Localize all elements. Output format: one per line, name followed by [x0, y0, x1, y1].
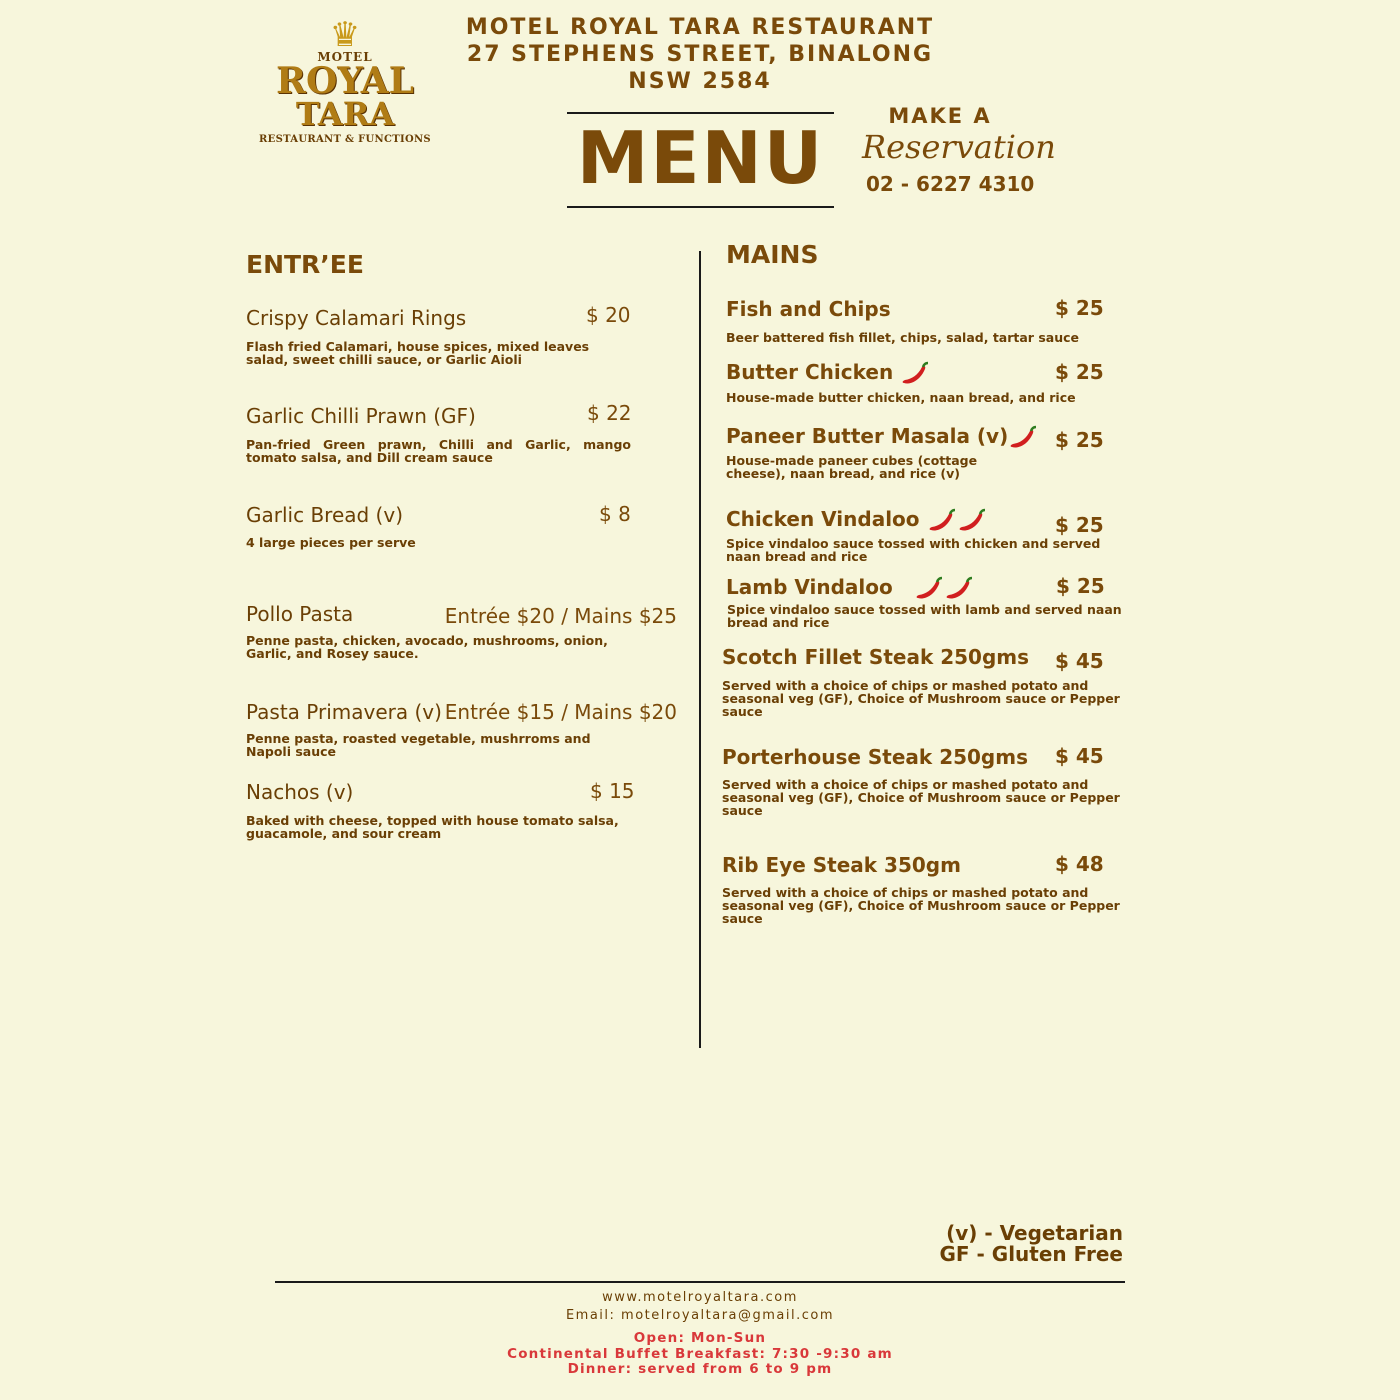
entree-item-desc: Baked with cheese, topped with house tomato salsa, guacamole, and sour cream [246, 813, 619, 841]
mains-item-name: Porterhouse Steak 250gms [722, 745, 1028, 769]
address-street: 27 STEPHENS STREET, BINALONG [466, 42, 934, 67]
mains-item-price: $ 25 [1055, 296, 1104, 320]
legend-vegetarian: (v) - Vegetarian [946, 1221, 1123, 1245]
mains-item-price: $ 25 [1055, 360, 1104, 384]
entree-item-name: Garlic Bread (v) [246, 503, 404, 527]
mains-item-desc: Beer battered fish fillet, chips, salad, tartar sauce [726, 330, 1079, 345]
mains-item-desc: Served with a choice of chips or mashed potato and seasonal veg (GF), Choice of Mushroom sauce or Pepper sauce [722, 678, 1120, 719]
entree-item-desc: 4 large pieces per serve [246, 535, 416, 550]
footer-dinner-hours: Dinner: served from 6 to 9 pm [567, 1361, 833, 1377]
entree-item-name: Garlic Chilli Prawn (GF) [246, 404, 476, 428]
mains-item-name: Rib Eye Steak 350gm [722, 853, 961, 877]
entree-item-name: Pasta Primavera (v) [246, 700, 442, 724]
entree-item-price: $ 20 [586, 303, 631, 327]
mains-item-name: Fish and Chips [726, 297, 891, 321]
mains-item-desc: Served with a choice of chips or mashed potato and seasonal veg (GF), Choice of Mushroom sauce or Pepper sauce [722, 885, 1120, 926]
column-divider [699, 251, 701, 1048]
mains-item-price: $ 25 [1056, 574, 1105, 598]
mains-section-title: MAINS [726, 240, 819, 269]
restaurant-name: MOTEL ROYAL TARA RESTAURANT [465, 15, 935, 40]
entree-item-name: Pollo Pasta [246, 602, 354, 626]
mains-item-name [726, 360, 930, 387]
mains-item-desc: House-made paneer cubes (cottage cheese), naan bread, and rice (v) [726, 453, 978, 481]
footer-email[interactable]: Email: motelroyaltara@gmail.com [565, 1308, 835, 1323]
logo-tara-text: TARA [295, 95, 395, 133]
entree-item-desc: Flash fried Calamari, house spices, mixed leaves salad, sweet chilli sauce, or Garlic Aioli [246, 339, 590, 367]
entree-item-name: Crispy Calamari Rings [246, 306, 467, 330]
menu-title-bottom-rule [567, 206, 834, 208]
entree-item-desc: Penne pasta, chicken, avocado, mushrooms, onion, Garlic, and Rosey sauce. [246, 633, 608, 661]
make-a-label: MAKE A [888, 104, 992, 128]
restaurant-logo [255, 15, 435, 163]
mains-item-price: $ 48 [1055, 852, 1104, 876]
mains-item-price: $ 25 [1055, 513, 1104, 537]
footer-website[interactable]: www.motelroyaltara.com [602, 1290, 798, 1305]
chilli-icon [927, 508, 957, 534]
mains-item-desc: Spice vindaloo sauce tossed with chicken and served naan bread and rice [726, 536, 1101, 564]
mains-item-price: $ 45 [1055, 744, 1104, 768]
reservation-phone[interactable]: 02 - 6227 4310 [866, 172, 1035, 196]
mains-item-name [726, 575, 974, 602]
address-postcode: NSW 2584 [628, 69, 772, 94]
reservation-label: Reservation [862, 128, 1056, 166]
entree-item-price: Entrée $15 / Mains $20 [444, 700, 677, 724]
menu-title: MENU [576, 116, 825, 200]
entree-item-desc: Penne pasta, roasted vegetable, mushrroms and Napoli sauce [246, 731, 591, 759]
mains-item-price: $ 45 [1055, 649, 1104, 673]
logo-royal-text: ROYAL [276, 60, 414, 102]
mains-item-desc: House-made butter chicken, naan bread, and rice [726, 390, 1076, 405]
logo-motel-text: MOTEL [317, 50, 373, 64]
entree-item-price: $ 22 [587, 401, 632, 425]
footer-open-days: Open: Mon-Sun [633, 1330, 767, 1346]
mains-item-name-text: Butter Chicken [726, 360, 894, 384]
mains-item-name-text: Chicken Vindaloo [726, 507, 920, 531]
entree-section-title: ENTR’EE [246, 250, 364, 279]
crown-icon: ♛ [329, 15, 361, 55]
mains-item-name: Scotch Fillet Steak 250gms [722, 645, 1030, 669]
mains-item-name [726, 507, 987, 534]
footer-breakfast-hours: Continental Buffet Breakfast: 7:30 -9:30 am [507, 1346, 893, 1362]
menu-title-top-rule [567, 112, 834, 114]
mains-item-name-text: Lamb Vindaloo [726, 575, 893, 599]
entree-item-price: Entrée $20 / Mains $25 [444, 604, 677, 628]
legend-gluten-free: GF - Gluten Free [939, 1242, 1123, 1266]
mains-item-desc: Spice vindaloo sauce tossed with lamb and served naan bread and rice [727, 602, 1122, 630]
chilli-icon [1008, 425, 1038, 451]
entree-item-price: $ 8 [599, 502, 631, 526]
mains-item-price: $ 25 [1055, 428, 1104, 452]
mains-item-name-text: Paneer Butter Masala (v) [726, 424, 1009, 448]
entree-item-desc: Pan-fried Green prawn, Chilli and Garlic, mango tomato salsa, and Dill cream sauce [246, 437, 631, 465]
chilli-icon [944, 576, 974, 602]
entree-item-price: $ 15 [590, 779, 635, 803]
entree-item-name: Nachos (v) [246, 780, 354, 804]
chilli-icon [900, 361, 930, 387]
mains-item-name [726, 424, 1038, 451]
chilli-icon [914, 576, 944, 602]
footer-rule [275, 1281, 1125, 1283]
mains-item-desc: Served with a choice of chips or mashed potato and seasonal veg (GF), Choice of Mushroom sauce or Pepper sauce [722, 777, 1120, 818]
chilli-icon [957, 508, 987, 534]
logo-subtitle: RESTAURANT & FUNCTIONS [259, 134, 431, 145]
